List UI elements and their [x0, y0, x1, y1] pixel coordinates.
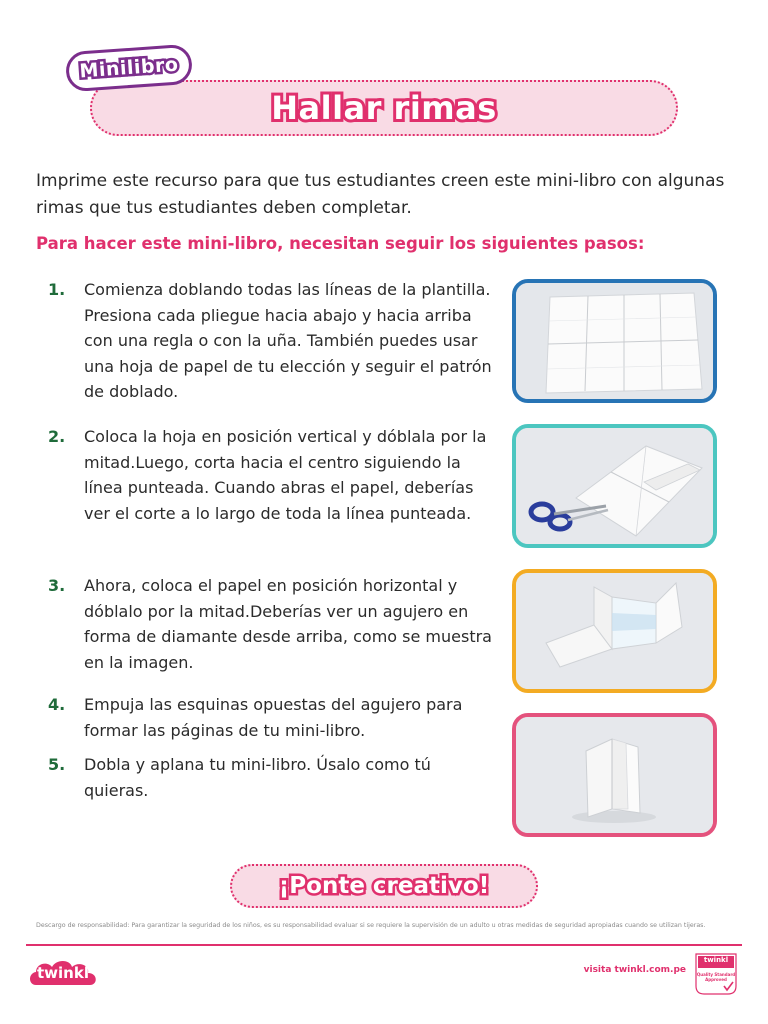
step-5 — [48, 752, 498, 803]
step-4 — [48, 692, 498, 743]
diamond-fold-photo — [512, 569, 717, 693]
quality-seal — [692, 952, 740, 996]
mini-book-photo — [512, 713, 717, 837]
paper-and-scissors-photo — [512, 424, 717, 548]
seal-text: Quality Standard Approved — [696, 972, 736, 982]
step-1 — [48, 277, 498, 405]
logo-text: twinkl — [37, 964, 89, 982]
footer-divider — [26, 944, 742, 946]
page-title: Hallar rimas — [271, 89, 497, 127]
step-text: Comienza doblando todas las líneas de la plantilla. Presiona cada pliegue hacia abajo y hacia arriba con una regla o con la uña. También puedes usar una hoja de papel de tu elección y seguir el patrón de doblado. — [84, 280, 492, 401]
intro-paragraph: Imprime este recurso para que tus estudiantes creen este mini-libro con algunas rimas que tus estudiantes deben completar. — [36, 171, 725, 218]
visit-link[interactable]: visita twinkl.com.pe — [583, 965, 686, 975]
step-2 — [48, 424, 498, 526]
step-number: 4. — [48, 695, 66, 714]
title-banner — [90, 80, 678, 136]
disclaimer-text: Descargo de responsabilidad: Para garantizar la seguridad de los niños, es su responsabilidad evaluar si se requiere la supervisión de un adulto u otras medidas de seguridad apropiadas cuando se utilizan tijeras. — [36, 922, 706, 929]
ponte-creativo-banner — [230, 864, 538, 908]
twinkl-logo[interactable] — [26, 953, 100, 993]
step-number: 1. — [48, 280, 66, 299]
step-number: 5. — [48, 755, 66, 774]
step-3 — [48, 573, 498, 675]
badge-label: Minilibro — [78, 53, 180, 83]
banner-text: ¡Ponte creativo! — [278, 873, 490, 899]
step-text: Ahora, coloca el papel en posición horizontal y dóblalo por la mitad.Deberías ver un agujero en forma de diamante desde arriba, como se muestra en la imagen. — [84, 576, 492, 672]
step-number: 3. — [48, 576, 66, 595]
seal-brand: twinkl — [703, 956, 729, 964]
step-text: Coloca la hoja en posición vertical y dóblala por la mitad.Luego, corta hacia el centro siguiendo la línea punteada. Cuando abras el papel, deberías ver el corte a lo largo de toda la línea punteada. — [84, 427, 487, 523]
steps-heading: Para hacer este mini-libro, necesitan seguir los siguientes pasos: — [36, 234, 645, 253]
folded-paper-grid-photo — [512, 279, 717, 403]
step-text: Dobla y aplana tu mini-libro. Úsalo como tú quieras. — [84, 755, 431, 800]
step-text: Empuja las esquinas opuestas del agujero para formar las páginas de tu mini-libro. — [84, 695, 463, 740]
step-number: 2. — [48, 427, 66, 446]
